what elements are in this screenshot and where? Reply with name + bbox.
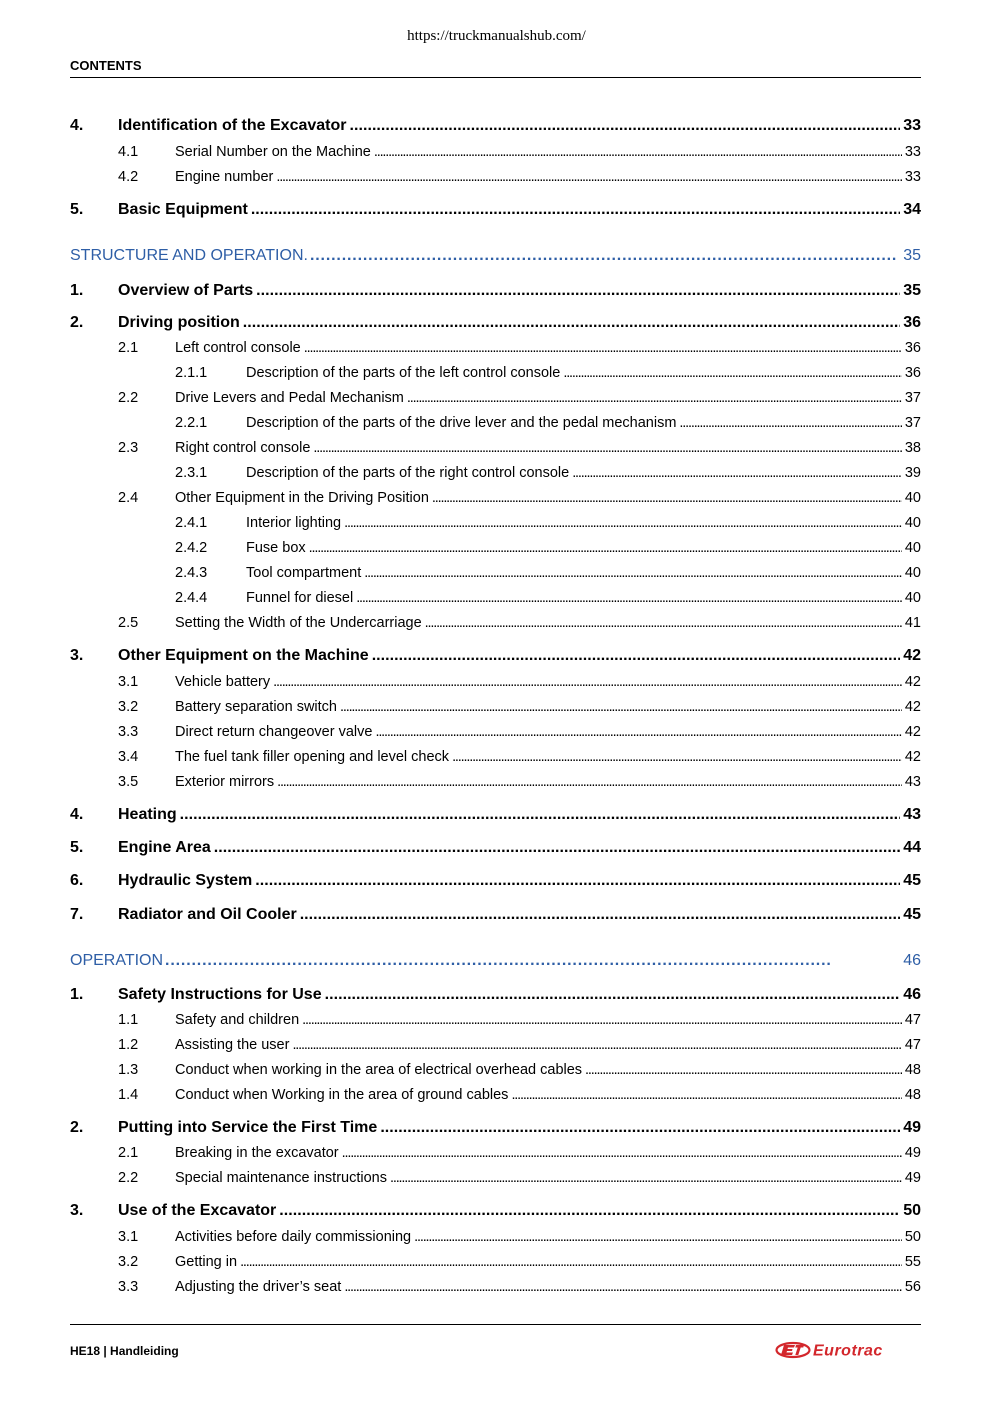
toc-entry-title: Special maintenance instructions	[175, 1170, 387, 1186]
toc-dot-leader	[309, 540, 902, 556]
header-divider	[70, 77, 921, 78]
toc-page-number: 33	[903, 117, 921, 134]
toc-entry[interactable]	[70, 615, 921, 631]
toc-entry-title: Conduct when Working in the area of ground cables	[175, 1087, 509, 1103]
toc-page-number: 49	[904, 1145, 921, 1161]
toc-entry[interactable]	[70, 1119, 921, 1137]
toc-dot-leader	[165, 952, 897, 970]
toc-entry[interactable]	[70, 144, 921, 160]
toc-entry[interactable]	[70, 839, 921, 857]
toc-entry-title: Identification of the Excavator	[118, 117, 347, 134]
toc-entry[interactable]	[70, 806, 921, 824]
toc-page-number: 42	[904, 724, 921, 740]
toc-page-number: 47	[904, 1012, 921, 1028]
toc-entry[interactable]	[70, 390, 921, 406]
toc-page-number: 33	[904, 169, 921, 185]
toc-entry-number: 4.	[70, 117, 84, 134]
toc-page-number: 43	[904, 774, 921, 790]
toc-entry-number: 2.1	[118, 1145, 139, 1161]
toc-entry-title: Conduct when working in the area of electrical overhead cables	[175, 1062, 583, 1078]
toc-dot-leader	[364, 565, 902, 581]
toc-page-number: 43	[903, 806, 921, 823]
toc-entry-number: 2.5	[118, 615, 139, 631]
toc-dot-leader	[390, 1170, 902, 1186]
toc-entry[interactable]	[70, 674, 921, 690]
toc-dot-leader	[414, 1229, 902, 1245]
toc-dot-leader	[310, 247, 897, 265]
toc-entry-title: Description of the parts of the drive lever and the pedal mechanism	[246, 415, 677, 431]
toc-dot-leader	[279, 1202, 900, 1220]
toc-entry-number: 2.4.1	[175, 515, 208, 531]
toc-entry-number: 7.	[70, 906, 84, 923]
toc-entry-title: Serial Number on the Machine	[175, 144, 371, 160]
toc-dot-leader	[407, 390, 902, 406]
toc-entry-title: Adjusting the driver’s seat	[175, 1279, 342, 1295]
toc-page-number: 45	[903, 872, 921, 889]
toc-entry-title: Radiator and Oil Cooler	[118, 906, 297, 923]
toc-page-number: 36	[903, 314, 921, 331]
toc-dot-leader	[251, 201, 900, 219]
toc-entry-number: 1.3	[118, 1062, 139, 1078]
toc-page-number: 40	[904, 565, 921, 581]
toc-dot-leader	[585, 1062, 902, 1078]
toc-entry-title: Battery separation switch	[175, 699, 337, 715]
toc-entry-title: Putting into Service the First Time	[118, 1119, 378, 1136]
toc-page-number: 56	[904, 1279, 921, 1295]
toc-page-number: 45	[903, 906, 921, 923]
toc-entry-title: Left control console	[175, 340, 301, 356]
toc-page-number: 49	[903, 1119, 921, 1136]
toc-dot-leader	[300, 906, 901, 924]
toc-entry-number: 2.4.3	[175, 565, 208, 581]
toc-dot-leader	[452, 749, 902, 765]
toc-entry-title: Safety Instructions for Use	[118, 986, 322, 1003]
toc-entry[interactable]	[70, 1229, 921, 1245]
toc-section-heading[interactable]	[70, 247, 921, 265]
toc-dot-leader	[511, 1087, 901, 1103]
toc-entry-title: Description of the parts of the left control console	[246, 365, 561, 381]
toc-entry[interactable]	[70, 986, 921, 1004]
toc-entry-title: OPERATION	[70, 952, 164, 969]
toc-entry-title: Fuse box	[246, 540, 306, 556]
toc-page-number: 42	[904, 674, 921, 690]
toc-dot-leader	[243, 314, 900, 332]
toc-entry-number: 3.	[70, 647, 84, 664]
toc-dot-leader	[276, 169, 902, 185]
toc-page-number: 50	[904, 1229, 921, 1245]
toc-entry-number: 2.2	[118, 390, 139, 406]
toc-page-number: 41	[904, 615, 921, 631]
toc-page-number: 46	[903, 952, 921, 969]
toc-dot-leader	[214, 839, 900, 857]
toc-entry-title: Driving position	[118, 314, 240, 331]
footer-document-label: HE18 | Handleiding	[70, 1344, 179, 1358]
toc-dot-leader	[342, 1145, 902, 1161]
toc-entry-number: 2.3	[118, 440, 139, 456]
toc-entry-number: 3.1	[118, 1229, 139, 1245]
toc-entry[interactable]	[70, 1087, 921, 1103]
toc-section-heading[interactable]	[70, 952, 921, 970]
toc-dot-leader	[273, 674, 902, 690]
toc-dot-leader	[425, 615, 902, 631]
toc-dot-leader	[255, 872, 900, 890]
toc-entry[interactable]	[70, 1012, 921, 1028]
toc-entry-number: 5.	[70, 839, 84, 856]
toc-entry-title: Other Equipment in the Driving Position	[175, 490, 429, 506]
toc-entry-number: 1.2	[118, 1037, 139, 1053]
toc-dot-leader	[313, 440, 901, 456]
toc-entry-number: 6.	[70, 872, 84, 889]
toc-entry-title: Exterior mirrors	[175, 774, 275, 790]
toc-entry-number: 1.	[70, 986, 84, 1003]
toc-page-number: 35	[903, 282, 921, 299]
toc-entry[interactable]	[70, 565, 921, 581]
toc-entry-number: 3.4	[118, 749, 139, 765]
toc-entry-title: Engine number	[175, 169, 274, 185]
toc-page-number: 37	[904, 415, 921, 431]
toc-entry[interactable]	[70, 749, 921, 765]
source-url[interactable]: https://truckmanualshub.com/	[407, 28, 586, 44]
toc-entry[interactable]	[70, 590, 921, 606]
toc-dot-leader	[180, 806, 901, 824]
toc-entry[interactable]	[70, 201, 921, 219]
toc-entry[interactable]	[70, 540, 921, 556]
footer-divider	[70, 1324, 921, 1325]
toc-entry-number: 3.1	[118, 674, 139, 690]
toc-dot-leader	[340, 699, 902, 715]
toc-dot-leader	[256, 282, 900, 300]
toc-entry-number: 2.	[70, 314, 84, 331]
toc-entry[interactable]	[70, 282, 921, 300]
toc-entry-title: Tool compartment	[246, 565, 362, 581]
toc-entry-title: Heating	[118, 806, 177, 823]
toc-entry-number: 5.	[70, 201, 84, 218]
toc-entry-title: Drive Levers and Pedal Mechanism	[175, 390, 404, 406]
toc-entry[interactable]	[70, 724, 921, 740]
toc-entry-title: Interior lighting	[246, 515, 342, 531]
toc-page-number: 34	[903, 201, 921, 218]
toc-entry[interactable]	[70, 1170, 921, 1186]
toc-entry-title: Activities before daily commissioning	[175, 1229, 412, 1245]
toc-entry-title: Breaking in the excavator	[175, 1145, 339, 1161]
toc-entry-number: 3.	[70, 1202, 84, 1219]
toc-entry[interactable]	[70, 1145, 921, 1161]
toc-page-number: 48	[904, 1087, 921, 1103]
toc-dot-leader	[356, 590, 902, 606]
toc-entry[interactable]	[70, 1037, 921, 1053]
toc-page-number: 33	[904, 144, 921, 160]
toc-dot-leader	[302, 1012, 902, 1028]
toc-entry-number: 2.4.4	[175, 590, 208, 606]
toc-entry-title: Direct return changeover valve	[175, 724, 373, 740]
toc-entry[interactable]	[70, 1202, 921, 1220]
toc-entry-title: Funnel for diesel	[246, 590, 354, 606]
toc-dot-leader	[349, 117, 900, 135]
toc-entry-number: 3.5	[118, 774, 139, 790]
toc-dot-leader	[292, 1037, 901, 1053]
toc-entry-title: STRUCTURE AND OPERATION.	[70, 247, 308, 264]
toc-dot-leader	[277, 774, 902, 790]
toc-page-number: 40	[904, 490, 921, 506]
eurotrac-logo	[775, 1340, 921, 1360]
toc-dot-leader	[380, 1119, 900, 1137]
toc-entry-number: 2.4.2	[175, 540, 208, 556]
toc-dot-leader	[432, 490, 902, 506]
toc-entry-number: 1.4	[118, 1087, 139, 1103]
toc-entry[interactable]	[70, 169, 921, 185]
toc-entry[interactable]	[70, 490, 921, 506]
toc-page-number: 42	[903, 647, 921, 664]
eurotrac-logo-mark	[777, 1343, 810, 1357]
toc-entry-number: 2.4	[118, 490, 139, 506]
toc-page-number: 49	[904, 1170, 921, 1186]
toc-entry-title: Other Equipment on the Machine	[118, 647, 369, 664]
toc-entry[interactable]	[70, 365, 921, 381]
toc-dot-leader	[240, 1254, 902, 1270]
toc-entry[interactable]	[70, 699, 921, 715]
toc-entry[interactable]	[70, 340, 921, 356]
toc-entry-title: Setting the Width of the Undercarriage	[175, 615, 422, 631]
toc-entry-title: Safety and children	[175, 1012, 300, 1028]
toc-entry-number: 2.2	[118, 1170, 139, 1186]
toc-entry[interactable]	[70, 774, 921, 790]
toc-page-number: 39	[904, 465, 921, 481]
toc-page-number: 48	[904, 1062, 921, 1078]
toc-entry-number: 2.3.1	[175, 465, 208, 481]
toc-entry-number: 4.2	[118, 169, 139, 185]
toc-entry-number: 2.1	[118, 340, 139, 356]
toc-entry-title: The fuel tank filler opening and level check	[175, 749, 450, 765]
toc-entry[interactable]	[70, 515, 921, 531]
toc-entry-title: Basic Equipment	[118, 201, 248, 218]
toc-page-number: 44	[903, 839, 921, 856]
toc-page-number: 40	[904, 515, 921, 531]
toc-entry[interactable]	[70, 1279, 921, 1295]
toc-page-number: 40	[904, 540, 921, 556]
toc-entry-number: 2.	[70, 1119, 84, 1136]
toc-page-number: 50	[903, 1202, 921, 1219]
toc-entry[interactable]	[70, 906, 921, 924]
toc-page-number: 36	[904, 340, 921, 356]
toc-entry-title: Description of the parts of the right control console	[246, 465, 570, 481]
toc-page-number: 42	[904, 699, 921, 715]
toc-dot-leader	[344, 1279, 902, 1295]
toc-entry-title: Vehicle battery	[175, 674, 271, 690]
toc-entry[interactable]	[70, 314, 921, 332]
toc-page-number: 36	[904, 365, 921, 381]
toc-page-number: 55	[904, 1254, 921, 1270]
toc-entry-title: Overview of Parts	[118, 282, 254, 299]
toc-page-number: 35	[903, 247, 921, 264]
toc-entry-title: Getting in	[175, 1254, 238, 1270]
toc-entry-title: Use of the Excavator	[118, 1202, 277, 1219]
toc-entry-title: Engine Area	[118, 839, 211, 856]
toc-page-number: 46	[903, 986, 921, 1003]
toc-entry-title: Hydraulic System	[118, 872, 253, 889]
toc-entry-number: 3.2	[118, 1254, 139, 1270]
toc-page-number: 47	[904, 1037, 921, 1053]
toc-entry-number: 2.1.1	[175, 365, 208, 381]
page-header-title: CONTENTS	[70, 58, 142, 73]
toc-dot-leader	[679, 415, 901, 431]
toc-dot-leader	[304, 340, 902, 356]
toc-dot-leader	[344, 515, 902, 531]
toc-entry-number: 3.2	[118, 699, 139, 715]
toc-entry-number: 2.2.1	[175, 415, 208, 431]
toc-entry[interactable]	[70, 415, 921, 431]
toc-page-number: 40	[904, 590, 921, 606]
toc-page-number: 37	[904, 390, 921, 406]
toc-entry[interactable]	[70, 440, 921, 456]
toc-entry[interactable]	[70, 465, 921, 481]
toc-dot-leader	[372, 647, 901, 665]
toc-page-number: 42	[904, 749, 921, 765]
toc-entry-number: 4.1	[118, 144, 139, 160]
toc-entry-title: Right control console	[175, 440, 311, 456]
toc-dot-leader	[572, 465, 902, 481]
toc-entry[interactable]	[70, 647, 921, 665]
toc-entry[interactable]	[70, 872, 921, 890]
toc-entry-number: 1.1	[118, 1012, 139, 1028]
toc-entry[interactable]	[70, 117, 921, 135]
toc-entry[interactable]	[70, 1062, 921, 1078]
toc-entry[interactable]	[70, 1254, 921, 1270]
toc-entry-number: 1.	[70, 282, 84, 299]
toc-page-number: 38	[904, 440, 921, 456]
toc-dot-leader	[325, 986, 901, 1004]
toc-entry-number: 3.3	[118, 1279, 139, 1295]
toc-entry-number: 4.	[70, 806, 84, 823]
toc-dot-leader	[563, 365, 902, 381]
toc-entry-title: Assisting the user	[175, 1037, 290, 1053]
toc-entry-number: 3.3	[118, 724, 139, 740]
toc-dot-leader	[375, 724, 901, 740]
eurotrac-logo-text: Eurotrac	[813, 1342, 883, 1360]
toc-dot-leader	[374, 144, 902, 160]
